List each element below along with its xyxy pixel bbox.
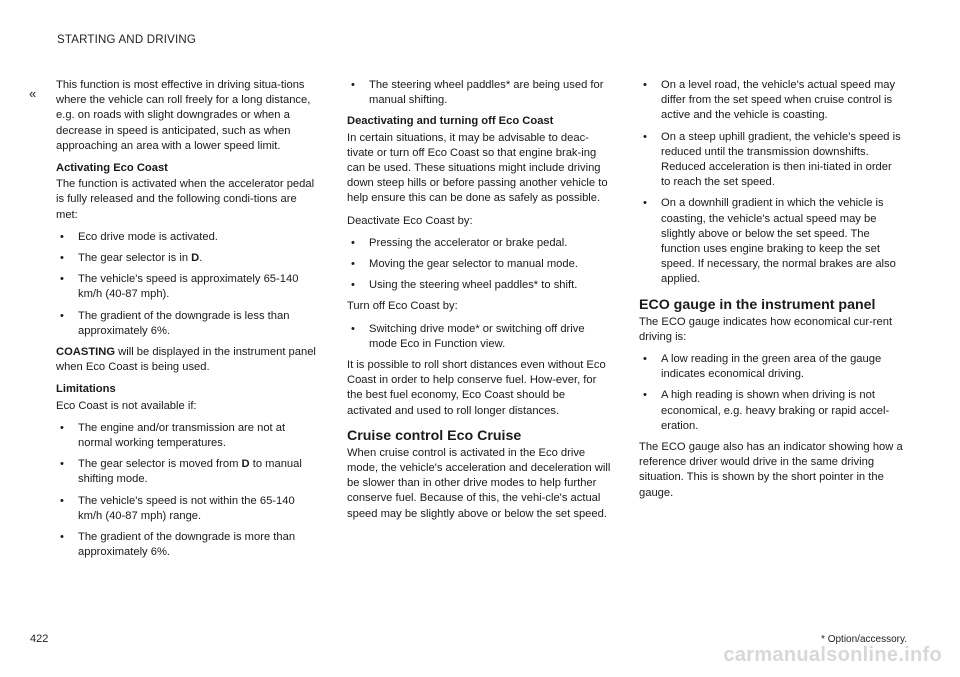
list-item: • The gear selector is moved from D to manual shifting mode. xyxy=(60,458,302,486)
gear-d-label: D xyxy=(241,458,250,471)
bullet-icon: • xyxy=(60,273,64,286)
turn-off-by-label: Turn off Eco Coast by: xyxy=(347,300,458,313)
activating-heading: Activating Eco Coast xyxy=(56,162,168,175)
limitations-heading: Limitations xyxy=(56,383,116,396)
back-chevron-icon[interactable]: « xyxy=(29,86,35,101)
bullet-icon: • xyxy=(60,230,64,243)
bullet-icon: • xyxy=(351,79,355,91)
list-item: • On a downhill gradient in which the vehicle is coasting, the vehicle's actual speed may be slightly above or below the set speed. The function uses engine braking to keep the set speed. If necessary, the normal brakes are also applied. xyxy=(643,197,896,286)
footnote: * Option/accessory. xyxy=(821,634,907,645)
bullet-icon: • xyxy=(351,236,355,249)
coasting-label: COASTING xyxy=(56,346,116,359)
list-item: • On a level road, the vehicle's actual speed may differ from the set speed when cruise control is active and the vehicle is coasting. xyxy=(643,79,896,122)
bullet-icon: • xyxy=(643,353,647,366)
bullet-icon: • xyxy=(60,309,64,322)
limitations-list xyxy=(56,421,320,561)
cruise-heading: Cruise control Eco Cruise xyxy=(347,427,522,444)
list-item: • Switching drive mode* or switching off drive mode Eco in Function view. xyxy=(351,322,585,350)
bullet-icon: • xyxy=(60,252,64,265)
deactivate-list xyxy=(347,236,611,294)
list-item: • The gradient of the downgrade is less than approximately 6%. xyxy=(60,309,290,337)
paddles-list xyxy=(347,78,611,108)
list-item: • The gradient of the downgrade is more than approximately 6%. xyxy=(60,531,296,559)
list-item: • On a steep uphill gradient, the vehicle's speed is reduced until the transmission downshifts. Reduced acceleration is then ini-tiated in order to reach the set speed. xyxy=(643,130,901,189)
deactivate-by-label: Deactivate Eco Coast by: xyxy=(347,214,473,227)
cruise-paragraph: When cruise control is activated in the Eco drive mode, the vehicle's acceleration and deceleration will be slower than in other drive modes to help further conserve fuel. Because of this, the vehi-cle's actual speed may be slightly above or below the set speed. xyxy=(347,446,611,520)
bullet-icon: • xyxy=(643,79,647,91)
list-item: • Using the steering wheel paddles* to shift. xyxy=(347,278,611,293)
bullet-icon: • xyxy=(643,197,647,210)
column-1 xyxy=(56,78,320,566)
list-item: • The vehicle's speed is approximately 65-140 km/h (40-87 mph). xyxy=(60,273,299,301)
cruise-conditions-list xyxy=(639,78,903,288)
bullet-icon: • xyxy=(60,421,64,434)
bullet-icon: • xyxy=(60,494,64,507)
list-item: • A high reading is shown when driving is not economical, e.g. heavy braking or rapid accel-eration. xyxy=(643,389,890,432)
list-item: • The engine and/or transmission are not at normal working temperatures. xyxy=(60,421,286,450)
bullet-icon: • xyxy=(60,458,64,471)
eco-gauge-outro: The ECO gauge also has an indicator showing how a reference driver would drive in the same driving situation. This is shown by the short pointer in the gauge. xyxy=(639,441,903,499)
page-number: 422 xyxy=(30,633,49,645)
bullet-icon: • xyxy=(351,279,355,292)
column-2 xyxy=(347,78,611,529)
bullet-icon: • xyxy=(643,389,647,402)
list-item: • Eco drive mode is activated. xyxy=(56,230,320,245)
list-item: • The vehicle's speed is not within the 65-140 km/h (40-87 mph) range. xyxy=(60,494,295,522)
bullet-icon: • xyxy=(351,258,355,271)
watermark: carmanualsonline.info xyxy=(723,644,942,666)
limitations-intro: Eco Coast is not available if: xyxy=(56,399,197,412)
deactivating-heading: Deactivating and turning off Eco Coast xyxy=(347,115,554,128)
activating-list xyxy=(56,230,320,339)
list-item: • The gear selector is in D. xyxy=(56,251,320,266)
bullet-icon: • xyxy=(643,130,647,143)
eco-gauge-list xyxy=(639,352,903,434)
page-header-title: STARTING AND DRIVING xyxy=(57,34,197,46)
coasting-paragraph: COASTING will be displayed in the instrument panel when Eco Coast is being used. xyxy=(56,346,316,374)
roll-paragraph: It is possible to roll short distances even without Eco Coast in order to help conserve fuel. How-ever, for the best fuel economy, Eco Coast should be activated and used to roll longer distances. xyxy=(347,359,606,417)
deactivating-paragraph: In certain situations, it may be advisable to deac-tivate or turn off Eco Coast so that engine brak-ing can be used. These situations might include driving down steep hills or before passing another vehicle to help ensure this can be done as safely as possible. xyxy=(347,131,608,205)
activating-intro: The function is activated when the accelerator pedal is fully released and the following condi-tions are met: xyxy=(56,178,315,221)
list-item: • Moving the gear selector to manual mode. xyxy=(347,257,611,272)
gear-d-label: D xyxy=(191,252,200,265)
bullet-icon: • xyxy=(60,531,64,544)
turn-off-list xyxy=(347,322,611,352)
column-3 xyxy=(639,78,903,508)
eco-gauge-heading: ECO gauge in the instrument panel xyxy=(639,296,876,313)
list-item: • Pressing the accelerator or brake pedal. xyxy=(347,236,611,251)
eco-gauge-intro: The ECO gauge indicates how economical cur-rent driving is: xyxy=(639,315,893,343)
list-item: • A low reading in the green area of the gauge indicates economical driving. xyxy=(643,353,882,381)
intro-paragraph: This function is most effective in driving situa-tions where the vehicle can roll freely for a long distance, e.g. on roads with slight downgrades or when a decrease in speed is anticipated, such as when approaching an area with a lower speed limit. xyxy=(56,79,311,152)
list-item: • The steering wheel paddles* are being used for manual shifting. xyxy=(351,79,604,107)
bullet-icon: • xyxy=(351,322,355,335)
